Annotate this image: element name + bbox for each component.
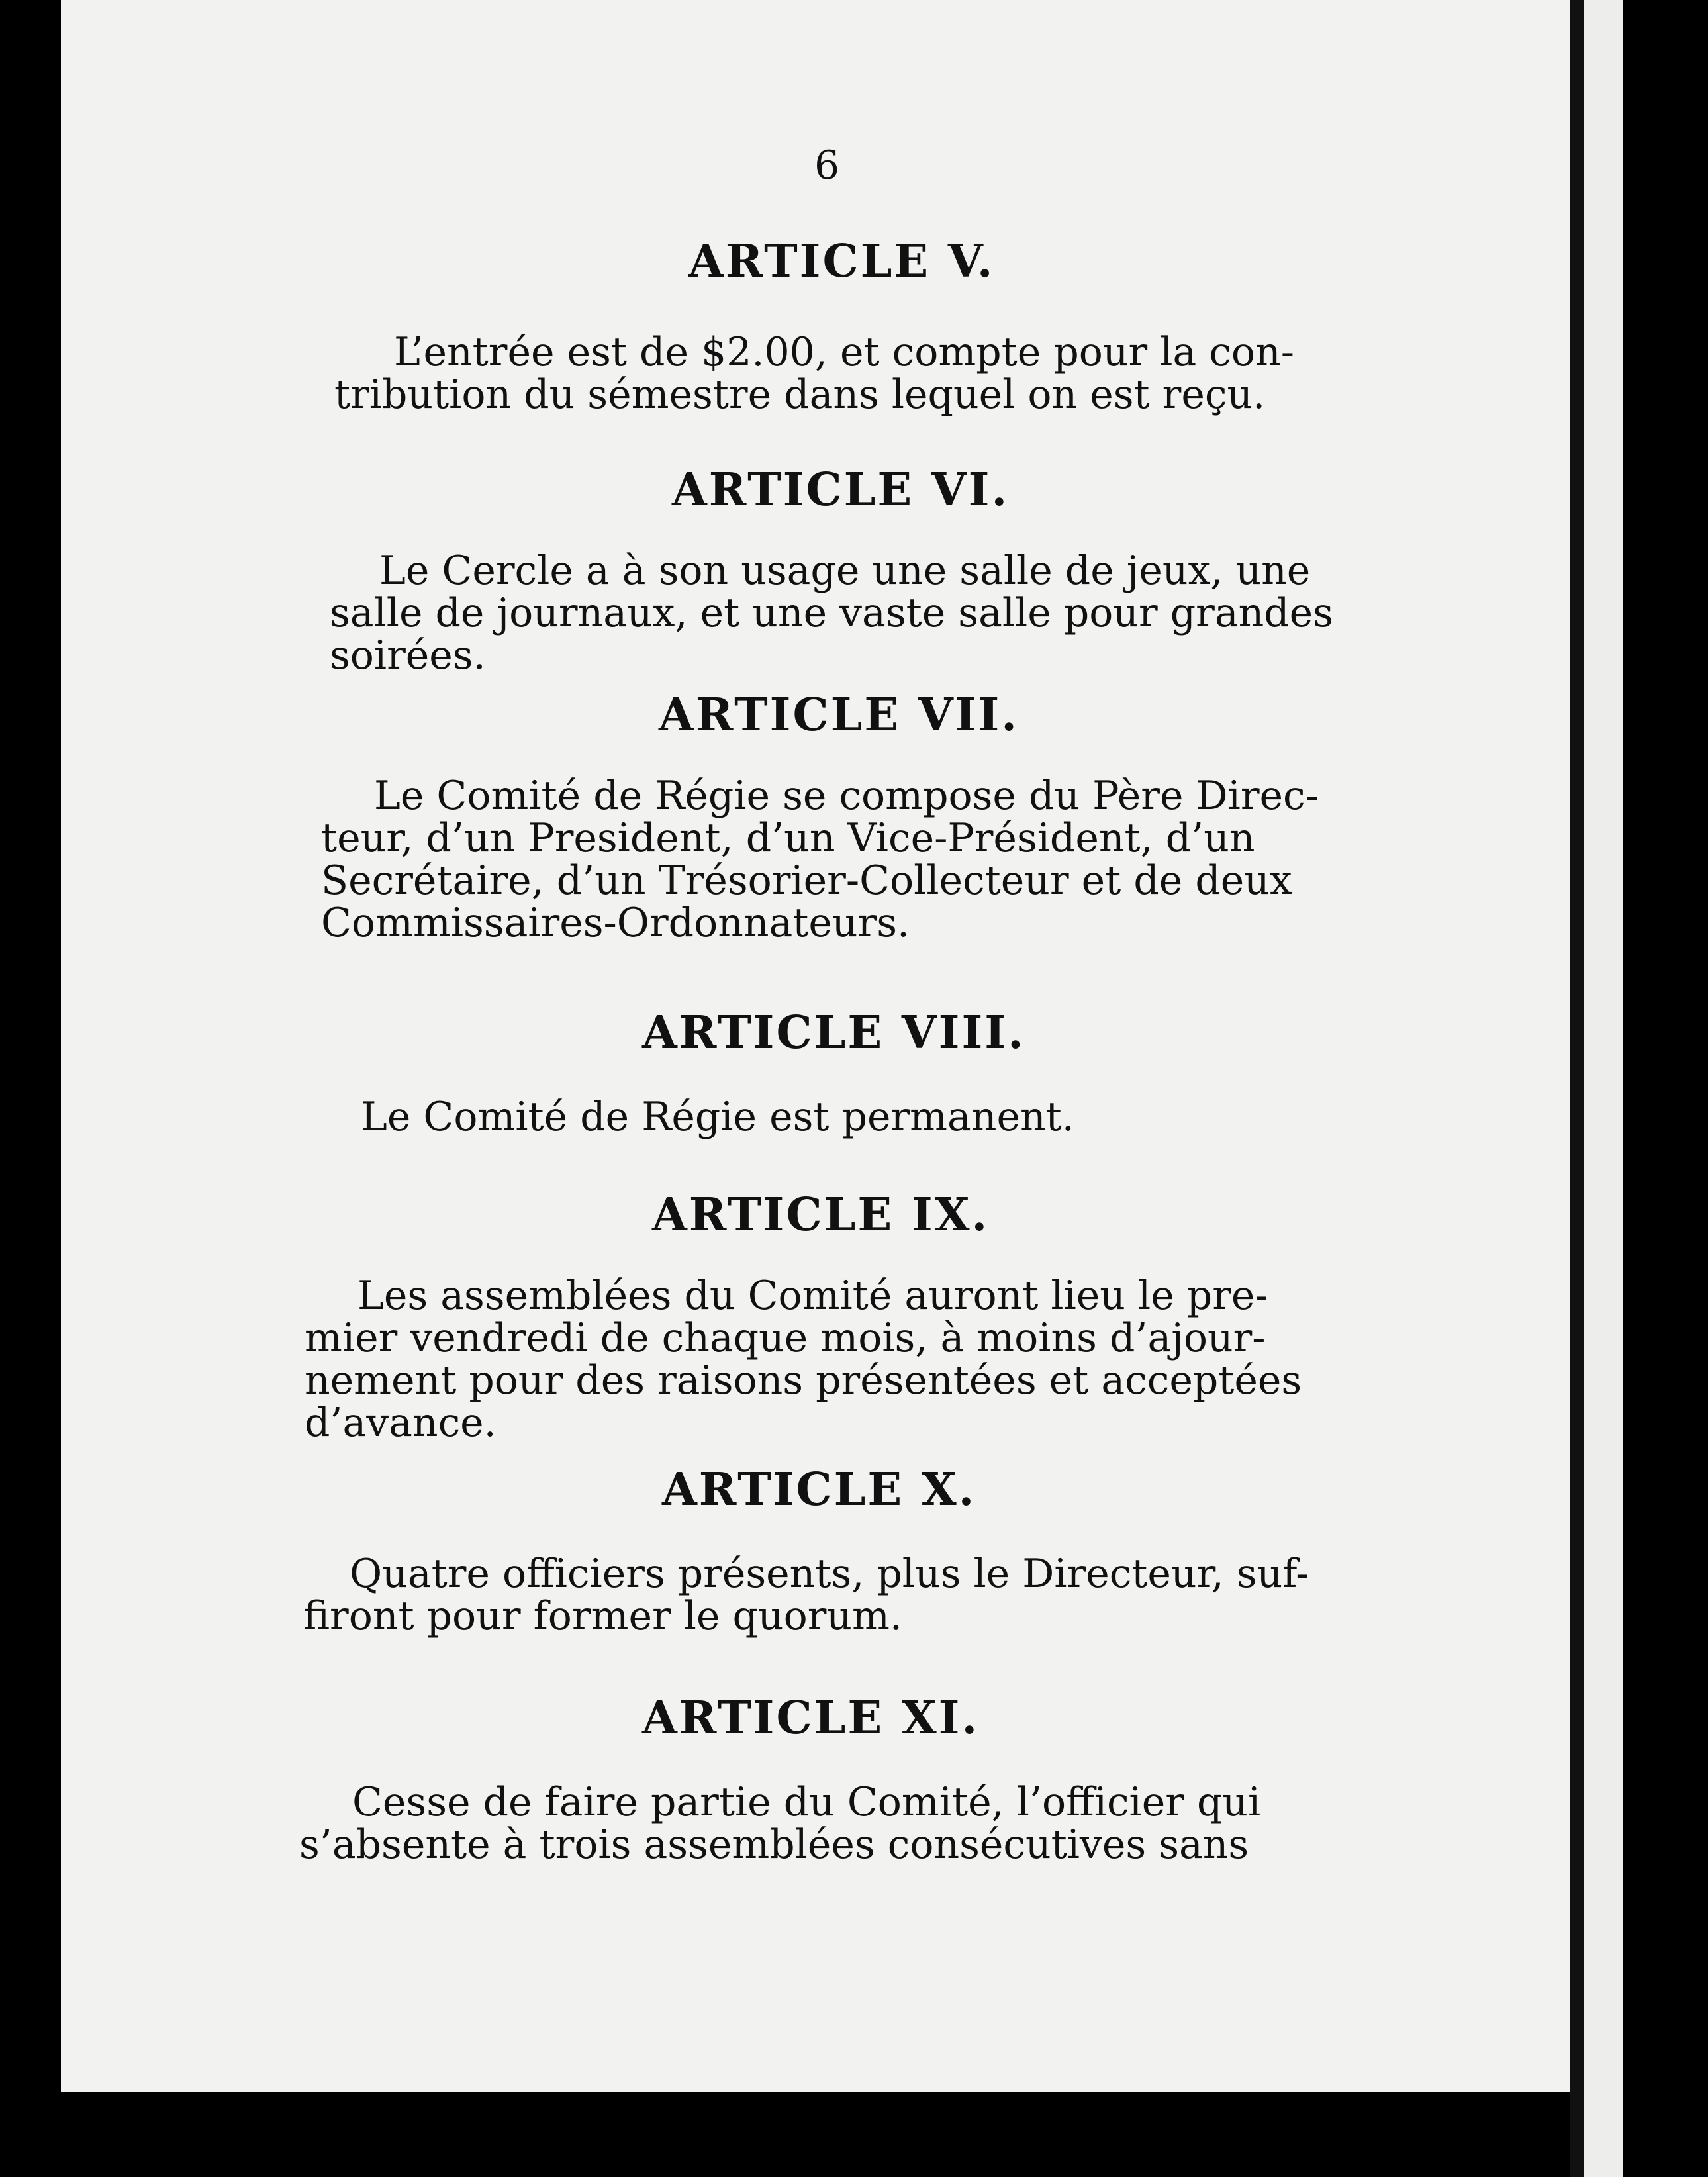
article-text [305,1275,1311,1444]
article-text [299,1781,1305,1866]
text-line: Secrétaire, d’un Trésorier-Collecteur et de deux [321,857,1292,904]
article-text [303,1553,1309,1637]
page-number: 6 [814,142,840,189]
text-line: teur, d’un President, d’un Vice-Président, d’un [321,815,1255,861]
text-line: L’entrée est de $2.00, et compte pour la con- [394,329,1294,375]
text-line: Cesse de faire partie du Comité, l’officier qui [352,1779,1261,1825]
facing-page-edge [1584,0,1623,2177]
article-heading: ARTICLE VI. [672,463,1010,516]
article-text [330,550,1336,677]
text-line: Le Cercle a à son usage une salle de jeux, une [379,548,1311,594]
article-heading: ARTICLE XI. [642,1692,980,1745]
text-line: d’avance. [305,1400,497,1446]
text-line: s’absente à trois assemblées consécutives sans [299,1821,1249,1868]
article-text [334,331,1314,416]
article-heading: ARTICLE VIII. [642,1006,1025,1059]
text-line: Commissaires-Ordonnateurs. [321,900,910,946]
text-line: nement pour des raisons présentées et acceptées [305,1357,1302,1404]
text-line: Le Comité de Régie se compose du Père Direc- [374,773,1319,819]
article-text [361,1096,1367,1138]
text-line: salle de journaux, et une vaste salle pour grandes [330,590,1333,636]
article-heading: ARTICLE VII. [659,689,1019,742]
article-heading: ARTICLE IX. [652,1188,990,1241]
article-heading: ARTICLE V. [688,235,995,288]
text-line: Les assemblées du Comité auront lieu le pre- [357,1273,1268,1319]
book-spine [1570,0,1584,2177]
text-line: Quatre officiers présents, plus le Directeur, suf- [350,1551,1309,1597]
text-line: tribution du sémestre dans lequel on est reçu. [334,371,1266,418]
text-line: Le Comité de Régie est permanent. [361,1094,1074,1140]
article-text [321,775,1327,944]
article-heading: ARTICLE X. [662,1463,976,1516]
text-line: firont pour former le quorum. [303,1593,902,1639]
text-line: soirées. [330,632,486,679]
text-line: mier vendredi de chaque mois, à moins d’ajour- [305,1315,1266,1361]
